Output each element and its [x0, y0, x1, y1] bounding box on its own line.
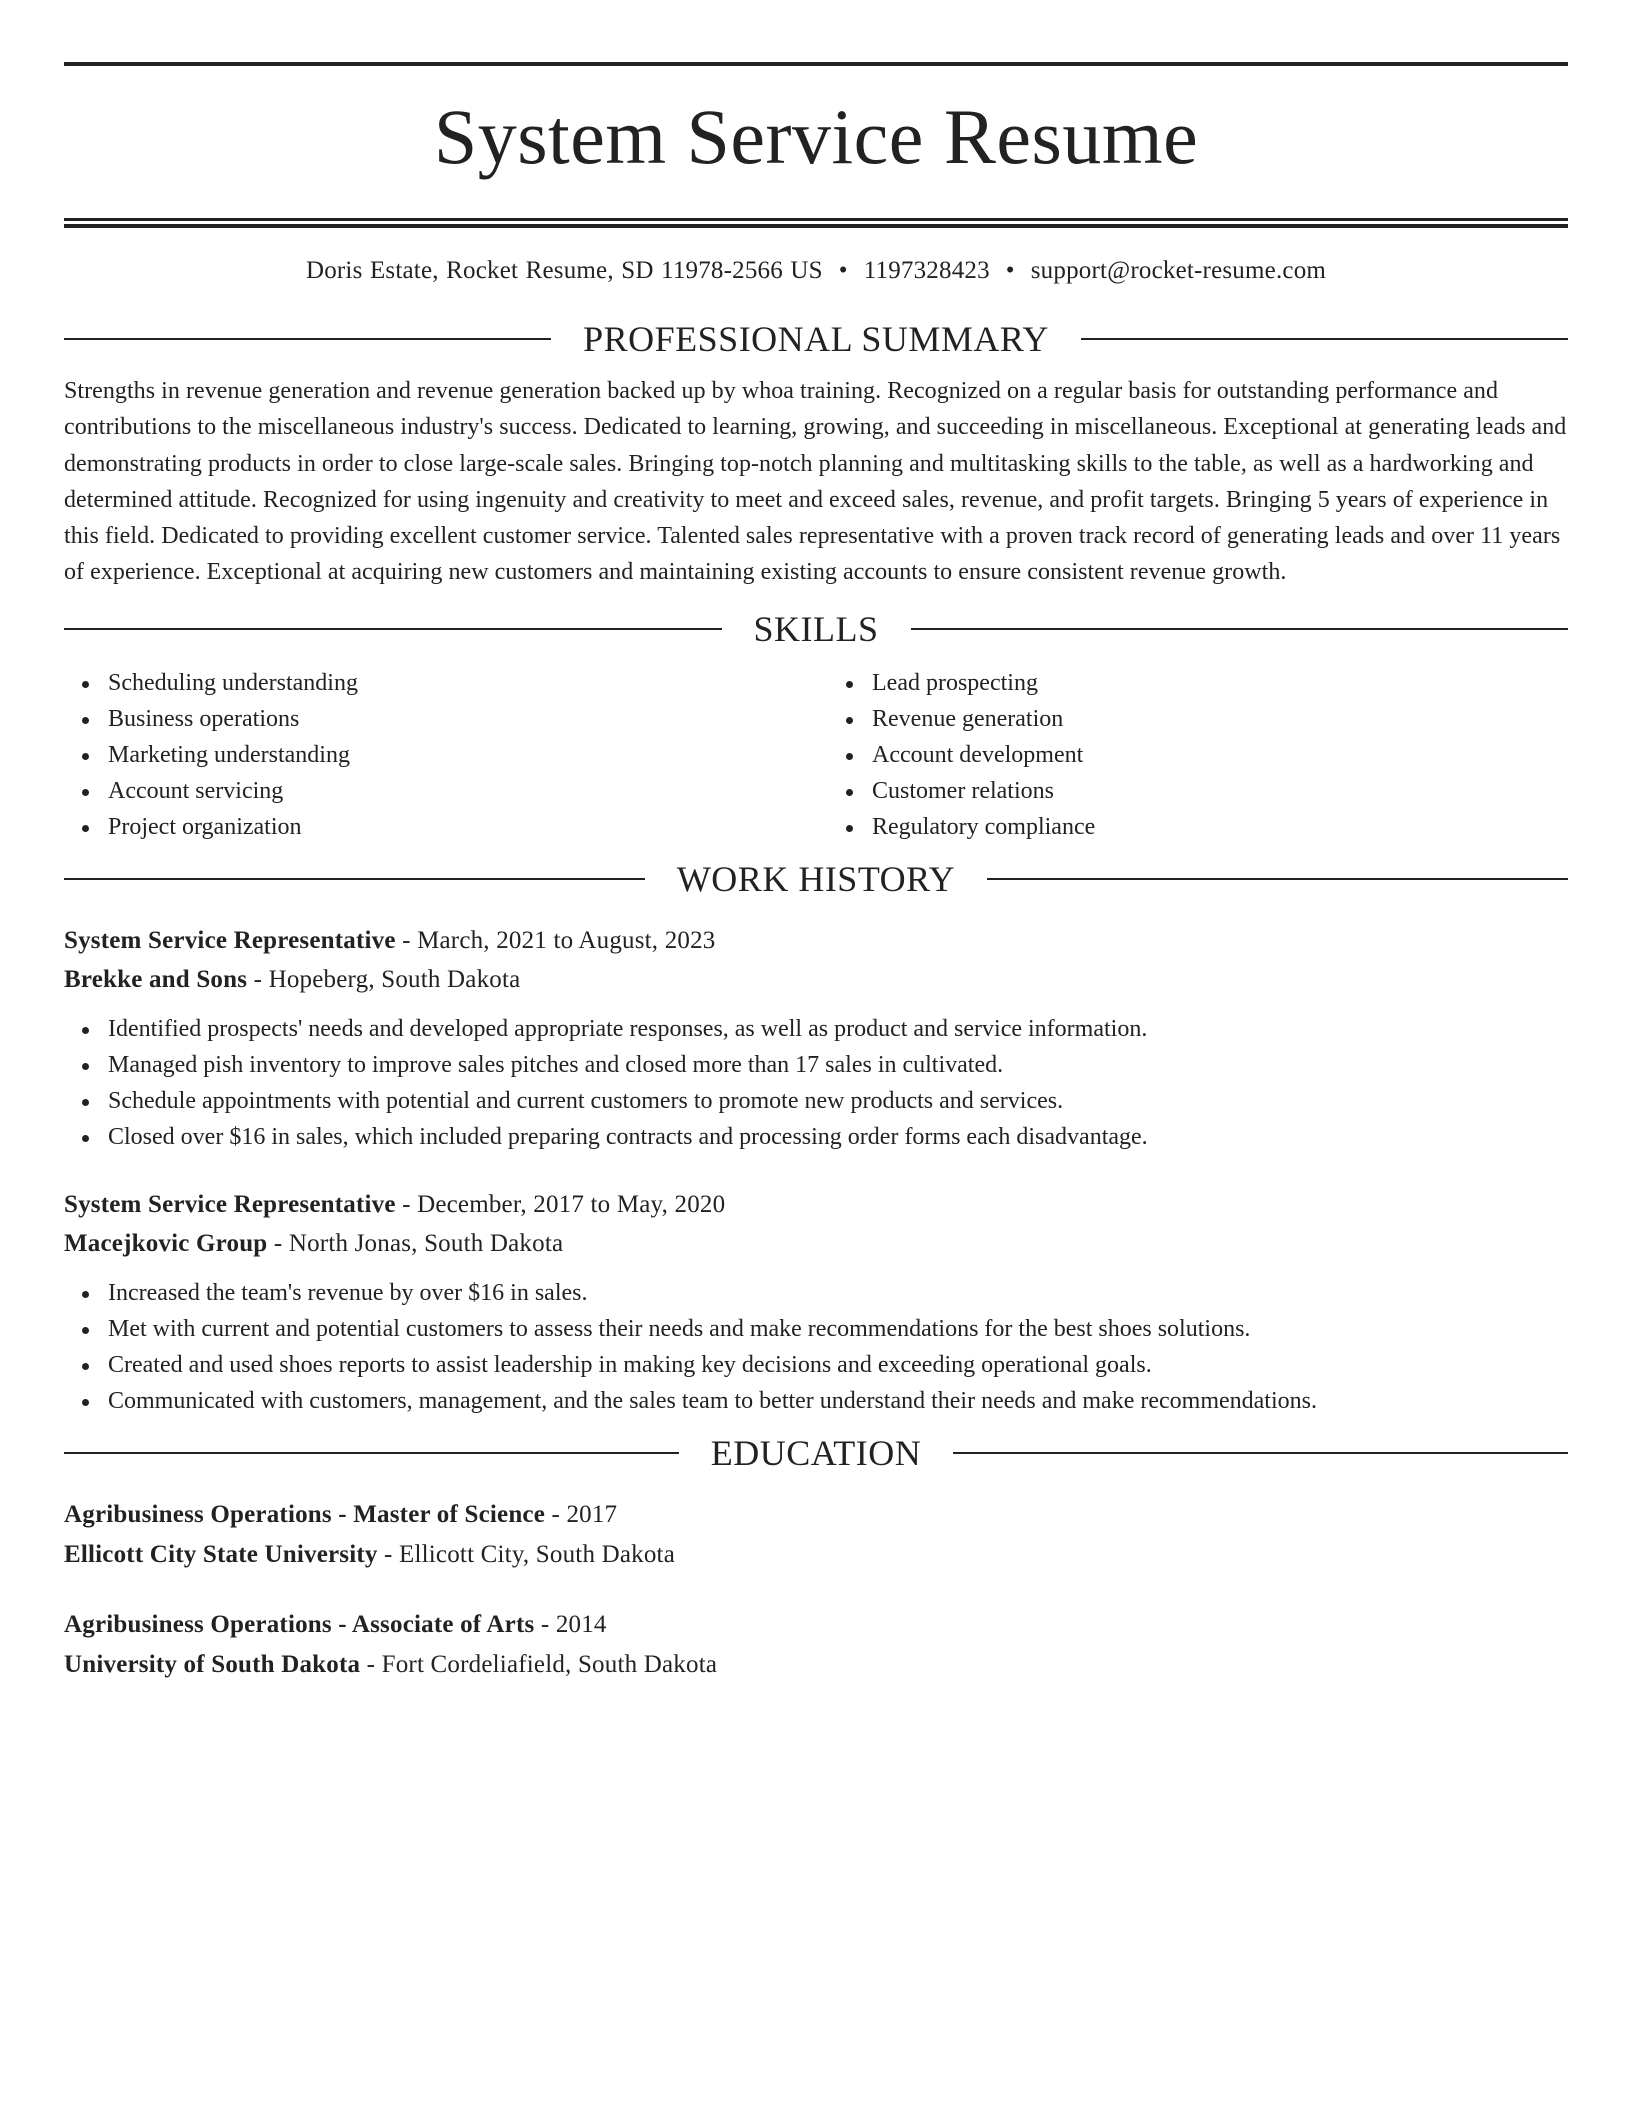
- resume-title: System Service Resume: [433, 93, 1199, 180]
- heading-rule-left: [64, 338, 551, 340]
- education-degree: Agribusiness Operations - Associate of Arts: [64, 1610, 535, 1638]
- skill-item: Project organization: [64, 809, 816, 845]
- heading-rule-left: [64, 1452, 679, 1454]
- education-degree-line: [64, 1605, 1568, 1645]
- education-entry: [64, 1495, 1568, 1575]
- skills-column-left: [64, 665, 816, 845]
- heading-rule-right: [987, 878, 1568, 880]
- section-heading-summary: [64, 319, 1568, 359]
- education-location: - Ellicott City, South Dakota: [377, 1540, 675, 1568]
- section-heading-skills: [64, 609, 1568, 649]
- heading-rule-right: [911, 628, 1569, 630]
- education-school-line: [64, 1645, 1568, 1685]
- job-entry: [64, 921, 1568, 1155]
- contact-phone: 1197328423: [863, 257, 990, 284]
- job-bullet: Increased the team's revenue by over $16 in sales.: [64, 1275, 1568, 1311]
- job-entry: [64, 1185, 1568, 1419]
- education-school: University of South Dakota: [64, 1650, 361, 1678]
- education-entry: [64, 1605, 1568, 1685]
- contact-email[interactable]: support@rocket-resume.com: [1030, 257, 1327, 284]
- job-bullets: [64, 1011, 1568, 1155]
- education-school: Ellicott City State University: [64, 1540, 378, 1568]
- skill-item: Marketing understanding: [64, 737, 816, 773]
- section-title: SKILLS: [753, 608, 879, 649]
- job-company: Macejkovic Group: [64, 1229, 268, 1257]
- job-location: - North Jonas, South Dakota: [267, 1229, 564, 1257]
- top-rule: [64, 62, 1568, 66]
- job-company: Brekke and Sons: [64, 965, 248, 993]
- section-heading-work: [64, 859, 1568, 899]
- heading-rule-right: [1081, 338, 1568, 340]
- job-bullet: Schedule appointments with potential and current customers to promote new products and services.: [64, 1083, 1568, 1119]
- skill-item: Account servicing: [64, 773, 816, 809]
- contact-separator: •: [1005, 257, 1015, 284]
- skill-item: Revenue generation: [828, 701, 1568, 737]
- job-location: - Hopeberg, South Dakota: [247, 965, 521, 993]
- job-title-line: [64, 1185, 1568, 1224]
- job-title: System Service Representative: [64, 926, 396, 954]
- skill-item: Regulatory compliance: [828, 809, 1568, 845]
- job-dates: - December, 2017 to May, 2020: [395, 1190, 726, 1218]
- job-bullet: Communicated with customers, management, and the sales team to better understand their needs and make recommendations.: [64, 1383, 1568, 1419]
- skill-item: Business operations: [64, 701, 816, 737]
- job-company-line: [64, 1224, 1568, 1263]
- skill-item: Customer relations: [828, 773, 1568, 809]
- summary-text: Strengths in revenue generation and revenue generation backed up by whoa training. Recognized on a regular basis for outstanding performance and contributions to the miscellaneous industry's success. Dedicated to learning, growing, and succeeding in miscellaneous. Exceptional at generating leads and demonstrating products in order to close large-scale sales. Bringing top-notch planning and multitasking skills to the table, as well as a hardworking and determined attitude. Recognized for using ingenuity and creativity to meet and exceed sales, revenue, and profit targets. Bringing 5 years of experience in this field. Dedicated to providing excellent customer service. Talented sales representative with a proven track record of generating leads and over 11 years of experience. Exceptional at acquiring new customers and maintaining existing accounts to ensure consistent revenue growth.: [64, 378, 1567, 586]
- education-degree-line: [64, 1495, 1568, 1535]
- title-double-rule: [64, 218, 1568, 228]
- heading-rule-left: [64, 628, 722, 630]
- job-title: System Service Representative: [64, 1190, 396, 1218]
- job-bullet: Managed pish inventory to improve sales pitches and closed more than 17 sales in cultivated.: [64, 1047, 1568, 1083]
- job-dates: - March, 2021 to August, 2023: [395, 926, 716, 954]
- section-title: EDUCATION: [710, 1432, 922, 1473]
- education-year: - 2014: [534, 1610, 607, 1638]
- heading-rule-left: [64, 878, 645, 880]
- contact-separator: •: [838, 257, 848, 284]
- skill-item: Lead prospecting: [828, 665, 1568, 701]
- education-degree: Agribusiness Operations - Master of Science: [64, 1500, 546, 1528]
- job-bullet: Met with current and potential customers to assess their needs and make recommendations for the best shoes solutions.: [64, 1311, 1568, 1347]
- job-title-line: [64, 921, 1568, 960]
- job-company-line: [64, 960, 1568, 999]
- skill-item: Account development: [828, 737, 1568, 773]
- job-bullets: [64, 1275, 1568, 1419]
- education-school-line: [64, 1535, 1568, 1575]
- job-bullet: Created and used shoes reports to assist leadership in making key decisions and exceeding operational goals.: [64, 1347, 1568, 1383]
- skills-list: [64, 665, 1568, 845]
- job-bullet: Identified prospects' needs and developed appropriate responses, as well as product and service information.: [64, 1011, 1568, 1047]
- education-year: - 2017: [545, 1500, 618, 1528]
- job-bullet: Closed over $16 in sales, which included preparing contracts and processing order forms each disadvantage.: [64, 1119, 1568, 1155]
- section-heading-education: [64, 1433, 1568, 1473]
- education-location: - Fort Cordeliafield, South Dakota: [360, 1650, 718, 1678]
- contact-line: [64, 256, 1568, 286]
- heading-rule-right: [953, 1452, 1568, 1454]
- section-title: WORK HISTORY: [676, 858, 956, 899]
- skill-item: Scheduling understanding: [64, 665, 816, 701]
- skills-column-right: [816, 665, 1568, 845]
- section-title: PROFESSIONAL SUMMARY: [583, 319, 1049, 359]
- contact-address: Doris Estate, Rocket Resume, SD 11978-2566 US: [305, 257, 823, 284]
